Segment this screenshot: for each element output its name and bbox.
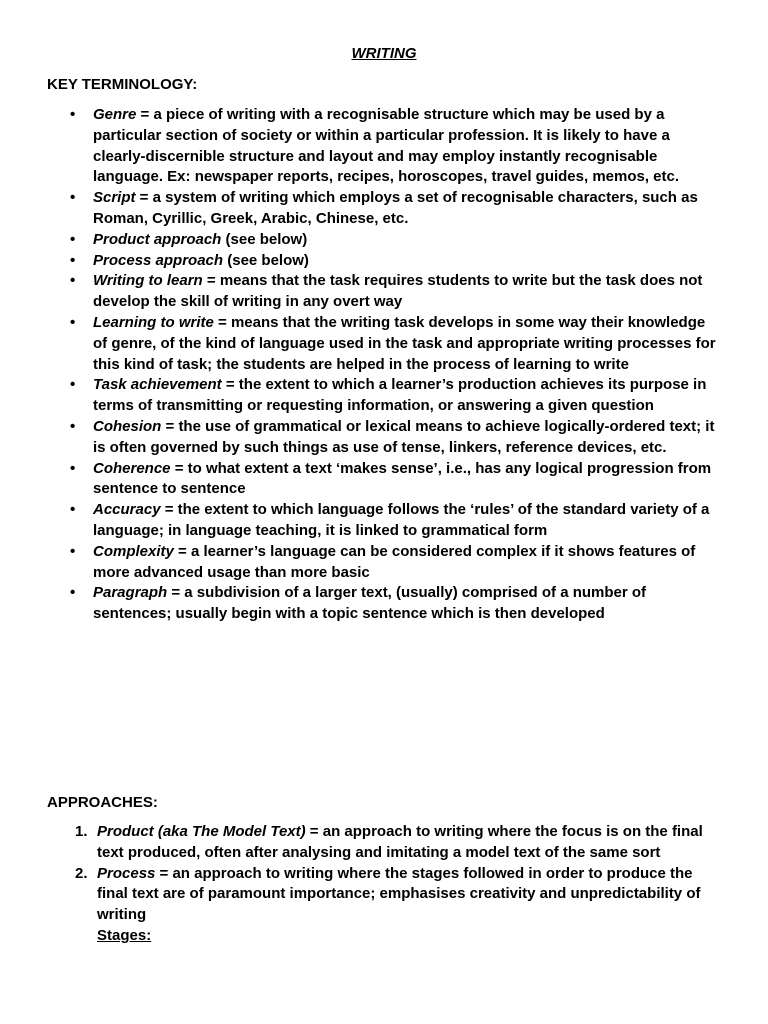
page-title: WRITING [351, 45, 417, 62]
term-definition: = a piece of writing with a recognisable structure which may be used by a particular section of society or within a particular profession. It is likely to have a clearly-discernible structure and layout and may employ instantly recognisable language. Ex: newspaper reports, recipes, horoscopes, travel guides, memos, etc. [93, 106, 680, 186]
term-item [0, 375, 768, 417]
term-name: Writing to learn [93, 272, 203, 290]
bullet-icon: • [70, 584, 76, 602]
term-item [0, 500, 768, 542]
approach-item [0, 864, 768, 947]
term-definition: (see below) [221, 230, 308, 248]
bullet-icon: • [70, 313, 76, 331]
bullet-icon: • [70, 251, 76, 269]
term-item [0, 542, 768, 584]
term-definition: = the use of grammatical or lexical means to achieve logically-ordered text; it is often governed by such things as use of tense, linkers, reference devices, etc. [93, 417, 715, 456]
term-item [0, 188, 768, 230]
term-name: Cohesion [93, 417, 162, 435]
bullet-icon: • [70, 106, 76, 123]
term-definition: = a learner’s language can be considered complex if it shows features of more advanced usage than more basic [93, 542, 696, 581]
approach-definition: = an approach to writing where the focus is on the final text produced, often after analysing and imitating a model text of the same sort [97, 823, 703, 861]
bullet-icon: • [70, 230, 76, 248]
term-name: Complexity [93, 542, 174, 560]
approaches-list [0, 822, 768, 947]
term-definition: = the extent to which a learner’s production achieves its purpose in terms of transmitting or requesting information, or answering a given question [93, 376, 707, 415]
approach-number: 1. [75, 823, 88, 840]
bullet-icon: • [70, 501, 76, 519]
term-item [0, 230, 768, 251]
stages-subheading: Stages: [97, 926, 152, 944]
bullet-icon: • [70, 417, 76, 435]
term-definition: = a subdivision of a larger text, (usually) comprised of a number of sentences; usually begin with a topic sentence which is then developed [93, 584, 647, 623]
bullet-icon: • [70, 272, 76, 290]
bullet-icon: • [70, 542, 76, 560]
term-name: Task achievement [93, 376, 222, 394]
approach-name: Product (aka The Model Text) [97, 823, 306, 840]
term-definition: = a system of writing which employs a set of recognisable characters, such as Roman, Cyrillic, Greek, Arabic, Chinese, etc. [93, 189, 698, 227]
term-item [0, 271, 768, 313]
term-item [0, 251, 768, 272]
term-definition: = the extent to which language follows the ‘rules’ of the standard variety of a language; in language teaching, it is linked to grammatical form [93, 501, 710, 539]
term-item [0, 583, 768, 625]
term-name: Product approach [93, 230, 222, 248]
bullet-icon: • [70, 189, 76, 207]
bullet-icon: • [70, 459, 76, 477]
term-name: Learning to write [93, 313, 214, 331]
term-name: Process approach [93, 251, 224, 269]
term-name: Coherence [93, 459, 171, 477]
term-definition: = means that the task requires students to write but the task does not develop the skill of writing in any overt way [93, 272, 703, 311]
term-item [0, 313, 768, 375]
approaches-heading: APPROACHES: [47, 794, 158, 811]
term-name: Paragraph [93, 584, 168, 602]
term-definition: = means that the writing task develops in some way their knowledge of genre, of the kind of language used in the task and appropriate writing processes for this kind of task; the students are helped in the process of learning to write [93, 313, 716, 373]
term-name: Accuracy [93, 501, 161, 519]
bullet-icon: • [70, 376, 76, 394]
approach-definition: = an approach to writing where the stages followed in order to produce the final text are of paramount importance; emphasises creativity and unpredictability of writing [97, 864, 701, 924]
approach-name: Process [97, 864, 156, 882]
term-item [0, 417, 768, 459]
term-item [0, 459, 768, 501]
term-name: Genre [93, 106, 137, 123]
term-definition: = to what extent a text ‘makes sense’, i.e., has any logical progression from sentence to sentence [93, 459, 712, 498]
terminology-list [0, 105, 768, 625]
term-name: Script [93, 189, 136, 207]
approach-item [0, 822, 768, 864]
term-item [0, 105, 768, 188]
approach-number: 2. [75, 864, 88, 882]
term-definition: (see below) [223, 251, 309, 269]
key-terminology-heading: KEY TERMINOLOGY: [47, 76, 198, 93]
